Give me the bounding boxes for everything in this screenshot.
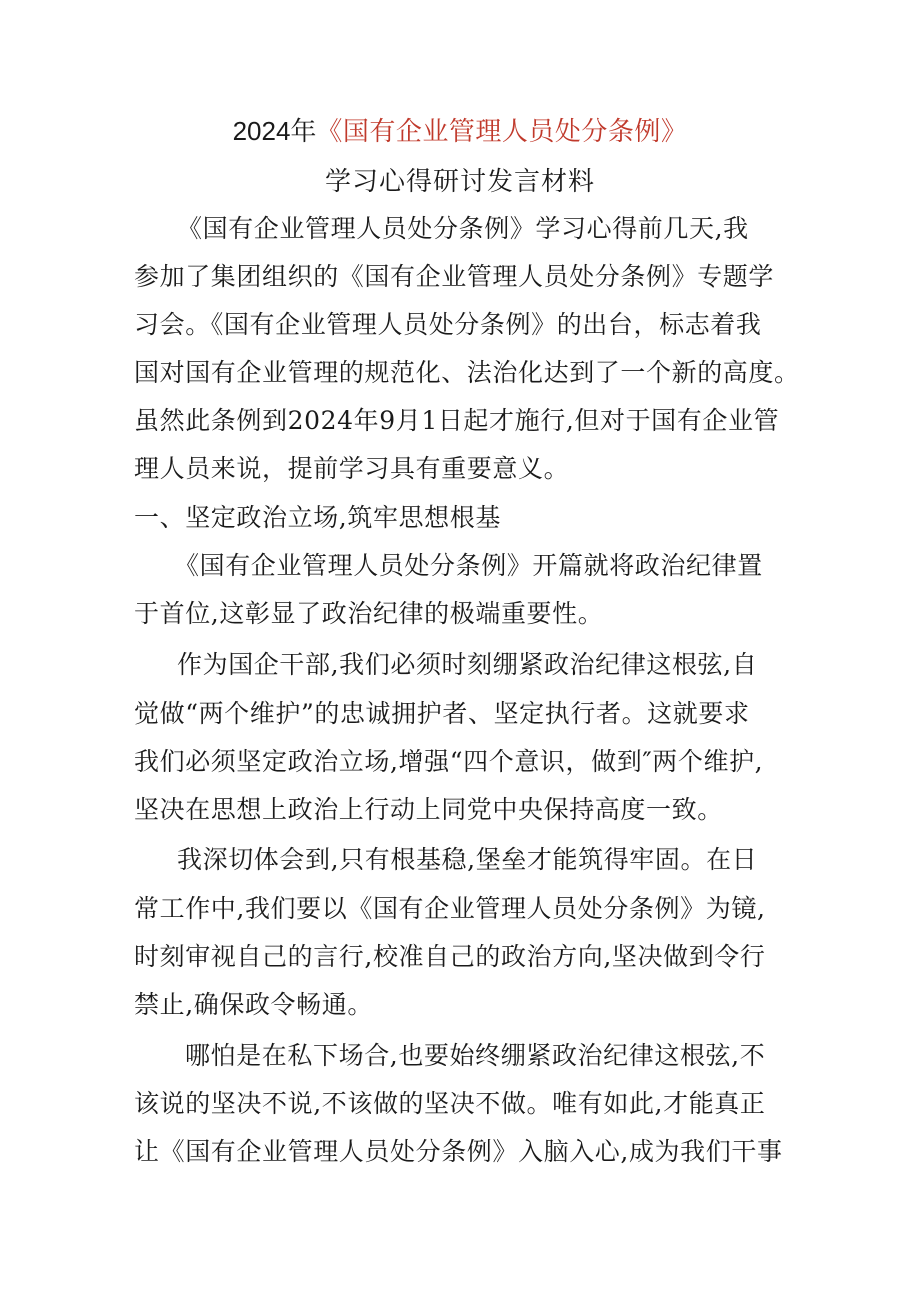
paragraph-line: 《国有企业管理人员处分条例》学习心得前几天,我 xyxy=(177,214,749,243)
paragraph-line: 虽然此条例到2024年9月1日起才施行,但对于国有企业管 xyxy=(134,406,780,435)
paragraph-line: 习会。《国有企业管理人员处分条例》的出台，标志着我 xyxy=(134,310,762,339)
document-subtitle: 学习心得研讨发言材料 xyxy=(324,167,595,197)
paragraph-line: 时刻审视自己的言行,校准自己的政治方向,坚决做到令行 xyxy=(134,942,766,971)
paragraph-line: 于首位,这彰显了政治纪律的极端重要性。 xyxy=(134,599,604,628)
paragraph-line: 理人员来说，提前学习具有重要意义。 xyxy=(134,454,570,483)
title-main: 《国有企业管理人员处分条例》 xyxy=(316,117,688,147)
paragraph-line: 让《国有企业管理人员处分条例》入脑入心,成为我们干事 xyxy=(134,1137,783,1166)
paragraph-line: 该说的坚决不说,不该做的坚决不做。唯有如此,才能真正 xyxy=(134,1089,766,1118)
paragraph-line: 坚决在思想上政治上行动上同党中央保持高度一致。 xyxy=(134,795,723,824)
paragraph-line: 我深切体会到,只有根基稳,堡垒才能筑得牢固。在日 xyxy=(177,845,758,874)
title-year: 2024年 xyxy=(232,116,317,146)
paragraph-line: 常工作中,我们要以《国有企业管理人员处分条例》为镜, xyxy=(134,894,766,923)
paragraph-line: 《国有企业管理人员处分条例》开篇就将政治纪律置 xyxy=(174,551,763,580)
paragraph-line: 我们必须坚定政治立场,增强“四个意识，做到″两个维护, xyxy=(134,747,764,776)
document-title xyxy=(0,115,920,148)
paragraph-line: 参加了集团组织的《国有企业管理人员处分条例》专题学 xyxy=(134,262,775,291)
paragraph-line: 哪怕是在私下场合,也要始终绷紧政治纪律这根弦,不 xyxy=(185,1041,766,1070)
paragraph-line: 国对国有企业管理的规范化、法治化达到了一个新的高度。 xyxy=(134,358,800,387)
paragraph-line: 禁止,确保政令畅通。 xyxy=(134,990,373,1019)
paragraph-line: 作为国企干部,我们必须时刻绷紧政治纪律这根弦,自 xyxy=(177,650,758,679)
section-heading: 一、坚定政治立场,筑牢思想根基 xyxy=(134,503,501,532)
paragraph-line: 觉做“两个维护”的忠诚拥护者、坚定执行者。这就要求 xyxy=(134,699,750,728)
